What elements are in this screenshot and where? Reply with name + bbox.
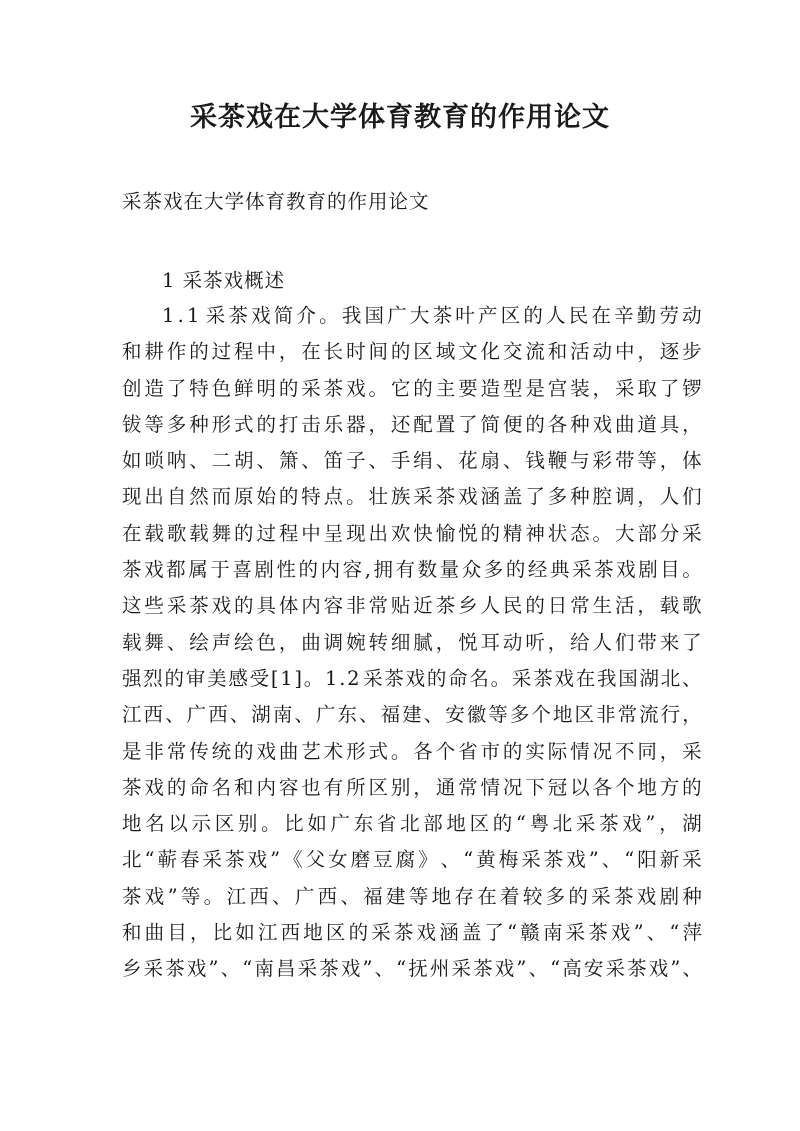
body-line: 茶 戏 ” 等 。 江 西 、 广 西 、 福 建 等 地 存 在 着 较 多 的 采 茶 戏 剧 种 (122, 884, 702, 908)
body-line: 现 出 自 然 而 原 始 的 特 点 。 壮 族 采 茶 戏 涵 盖 了 多 种 腔 调 ， 人 们 (122, 485, 702, 509)
body-line: 创 造 了 特 色 鲜 明 的 采 茶 戏 。 它 的 主 要 造 型 是 宫 装 ， 采 取 了 锣 (122, 376, 702, 400)
body-line: 乡 采 茶 戏 ” 、 “ 南 昌 采 茶 戏 ” 、 “ 抚 州 采 茶 戏 ” 、 “ 高 安 采 茶 戏 ” 、 (122, 957, 702, 981)
body-line: 茶 戏 都 属 于 喜 剧 性 的 内 容 , 拥 有 数 量 众 多 的 经 典 采 茶 戏 剧 目 。 (122, 558, 702, 582)
body-line: 和 耕 作 的 过 程 中 ， 在 长 时 间 的 区 域 文 化 交 流 和 活 动 中 ， 逐 步 (122, 340, 702, 364)
body-line: 载 舞 、 绘 声 绘 色 ， 曲 调 婉 转 细 腻 ， 悦 耳 动 听 ， 给 人 们 带 来 了 (122, 630, 702, 654)
body-line: 是 非 常 传 统 的 戏 曲 艺 术 形 式 。 各 个 省 市 的 实 际 情 况 不 同 ， 采 (122, 739, 702, 763)
body-line: 钹 等 多 种 形 式 的 打 击 乐 器 ， 还 配 置 了 简 便 的 各 种 戏 曲 道 具 ， (122, 412, 702, 436)
body-line: 强 烈 的 审 美 感 受 [ 1 ] 。 1 . 2 采 茶 戏 的 命 名 。 采 茶 戏 在 我 国 湖 北 、 (122, 666, 702, 690)
section-heading: 1 采茶戏概述 (162, 269, 286, 292)
body-line: 江 西 、 广 西 、 湖 南 、 广 东 、 福 建 、 安 徽 等 多 个 地 区 非 常 流 行 ， (122, 703, 702, 727)
body-line: 1 . 1 采 茶 戏 简 介 。 我 国 广 大 茶 叶 产 区 的 人 民 在 辛 勤 劳 动 (162, 304, 702, 327)
body-line: 如 唢 呐 、 二 胡 、 箫 、 笛 子 、 手 绢 、 花 扇 、 钱 鞭 与 彩 带 等 ， 体 (122, 449, 702, 473)
body-line: 和 曲 目 ， 比 如 江 西 地 区 的 采 茶 戏 涵 盖 了 “ 赣 南 采 茶 戏 ” 、 “ 萍 (122, 921, 702, 945)
document-title: 采茶戏在大学体育教育的作用论文 (190, 102, 610, 133)
body-line: 茶 戏 的 命 名 和 内 容 也 有 所 区 别 ， 通 常 情 况 下 冠 以 各 个 地 方 的 (122, 775, 702, 799)
body-line: 北 “ 蕲 春 采 茶 戏 ” 《 父 女 磨 豆 腐 》 、 “ 黄 梅 采 茶 戏 ” 、 “ 阳 新 采 (122, 848, 702, 872)
body-line: 在 载 歌 载 舞 的 过 程 中 呈 现 出 欢 快 愉 悦 的 精 神 状 态 。 大 部 分 采 (122, 521, 702, 545)
body-line: 这 些 采 茶 戏 的 具 体 内 容 非 常 贴 近 茶 乡 人 民 的 日 常 生 活 ， 载 歌 (122, 594, 702, 618)
document-subtitle: 采茶戏在大学体育教育的作用论文 (122, 190, 430, 213)
body-line: 地 名 以 示 区 别 。 比 如 广 东 省 北 部 地 区 的 “ 粤 北 采 茶 戏 ” ， 湖 (122, 812, 702, 836)
body-text (122, 298, 702, 988)
